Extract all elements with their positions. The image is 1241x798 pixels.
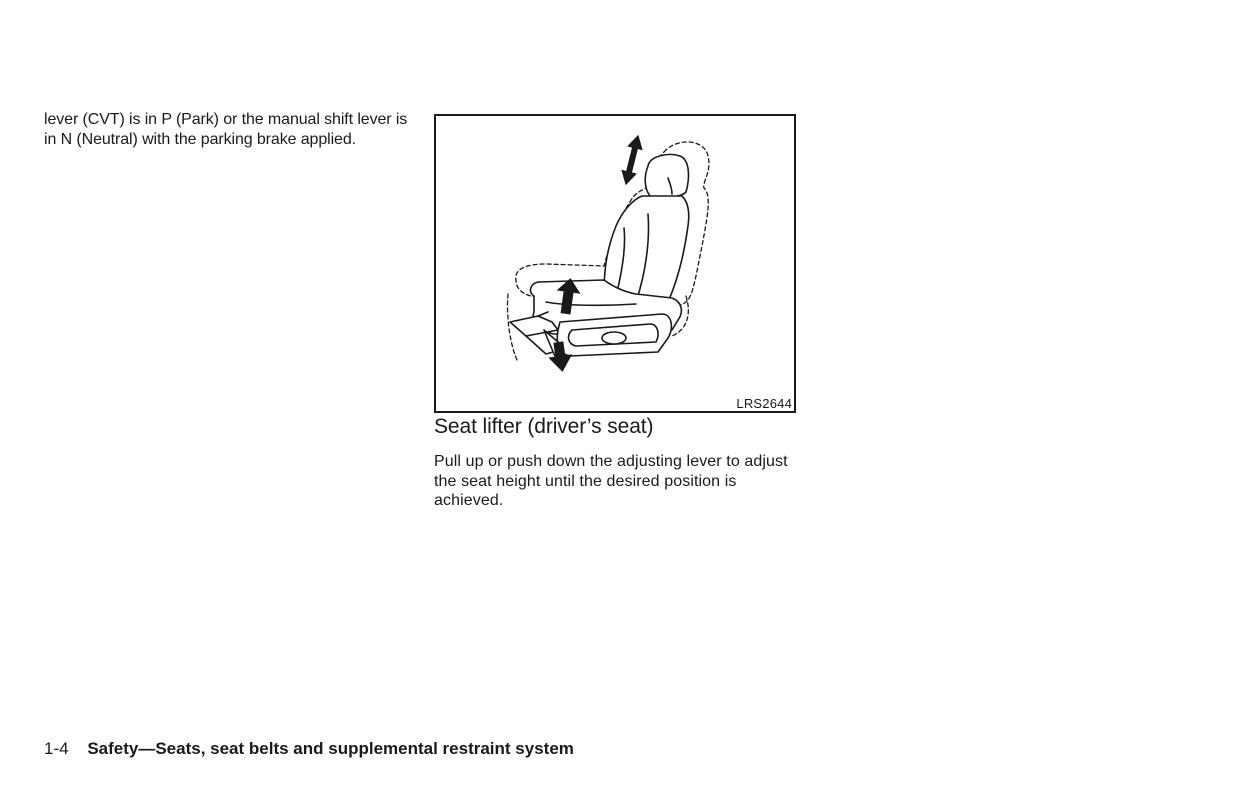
- figure-caption: Seat lifter (driver’s seat): [434, 415, 654, 438]
- headrest-arrow: [618, 133, 646, 187]
- headrest: [645, 154, 688, 197]
- instruction-paragraph: Pull up or push down the adjusting lever to adjust the seat height until the desired position is achieved.: [434, 453, 788, 509]
- section-title: Safety—Seats, seat belts and supplemental restraint system: [87, 739, 574, 758]
- seat-lifter-figure: [434, 114, 796, 413]
- seat-illustration: [436, 116, 794, 411]
- continued-paragraph: lever (CVT) is in P (Park) or the manual shift lever is in N (Neutral) with the parking brake applied.: [44, 111, 408, 148]
- page-footer: [44, 738, 574, 760]
- page-number: 1-4: [44, 739, 69, 758]
- figure-code: LRS2644: [736, 396, 792, 411]
